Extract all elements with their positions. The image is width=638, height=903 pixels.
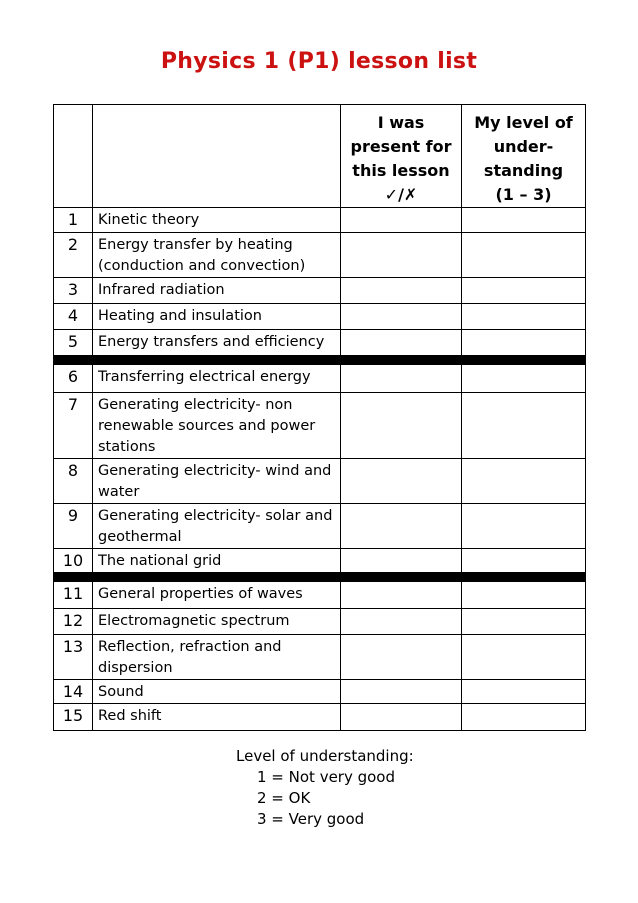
present-checkbox-cell[interactable] [341, 393, 462, 459]
present-checkbox-cell[interactable] [341, 208, 462, 233]
lesson-topic: Red shift [93, 704, 341, 731]
present-checkbox-cell[interactable] [341, 582, 462, 609]
section-divider [54, 356, 586, 365]
legend-item: 3 = Very good [257, 810, 365, 828]
level-input-cell[interactable] [462, 304, 586, 330]
present-checkbox-cell[interactable] [341, 278, 462, 304]
lesson-topic: Generating electricity- wind and water [93, 459, 341, 504]
lesson-number: 3 [54, 278, 93, 304]
level-input-cell[interactable] [462, 680, 586, 704]
lesson-number: 11 [54, 582, 93, 609]
lesson-number: 12 [54, 609, 93, 635]
topic-column-header [93, 105, 341, 208]
lesson-number: 4 [54, 304, 93, 330]
lesson-row [54, 278, 586, 304]
lesson-row [54, 582, 586, 609]
understanding-legend [236, 746, 414, 830]
lesson-topic: Energy transfers and efficiency [93, 330, 341, 356]
present-checkbox-cell[interactable] [341, 304, 462, 330]
level-input-cell[interactable] [462, 330, 586, 356]
level-header-line: standing [483, 161, 564, 180]
lesson-row [54, 304, 586, 330]
level-input-cell[interactable] [462, 208, 586, 233]
lesson-number: 15 [54, 704, 93, 731]
lesson-topic: Generating electricity- non renewable sources and power stations [93, 393, 341, 459]
section-divider [54, 573, 586, 582]
lesson-topic: Reflection, refraction and dispersion [93, 635, 341, 680]
lesson-number: 10 [54, 549, 93, 573]
level-input-cell[interactable] [462, 582, 586, 609]
legend-item: 2 = OK [257, 789, 311, 807]
lesson-row [54, 704, 586, 731]
present-checkbox-cell[interactable] [341, 459, 462, 504]
level-header-line: under- [493, 137, 554, 156]
lesson-number: 8 [54, 459, 93, 504]
lesson-number: 9 [54, 504, 93, 549]
lesson-number: 1 [54, 208, 93, 233]
present-checkbox-cell[interactable] [341, 635, 462, 680]
present-checkbox-cell[interactable] [341, 549, 462, 573]
level-input-cell[interactable] [462, 278, 586, 304]
present-checkbox-cell[interactable] [341, 504, 462, 549]
legend-heading: Level of understanding: [236, 747, 414, 765]
level-input-cell[interactable] [462, 609, 586, 635]
lesson-row [54, 330, 586, 356]
lesson-number: 6 [54, 365, 93, 393]
lesson-row [54, 208, 586, 233]
present-checkbox-cell[interactable] [341, 680, 462, 704]
lesson-number: 14 [54, 680, 93, 704]
level-input-cell[interactable] [462, 365, 586, 393]
lesson-topic: Transferring electrical energy [93, 365, 341, 393]
present-checkbox-cell[interactable] [341, 330, 462, 356]
lesson-row [54, 459, 586, 504]
lesson-row [54, 233, 586, 278]
level-input-cell[interactable] [462, 704, 586, 731]
lesson-number: 13 [54, 635, 93, 680]
legend-item: 1 = Not very good [257, 768, 396, 786]
lesson-number: 2 [54, 233, 93, 278]
lesson-topic: Electromagnetic spectrum [93, 609, 341, 635]
lesson-topic: Generating electricity- solar and geothermal [93, 504, 341, 549]
lesson-table [53, 104, 586, 731]
lesson-row [54, 393, 586, 459]
present-column-header [341, 105, 462, 208]
present-header-line: this lesson [352, 161, 450, 180]
lesson-topic: The national grid [93, 549, 341, 573]
level-input-cell[interactable] [462, 635, 586, 680]
present-checkbox-cell[interactable] [341, 233, 462, 278]
lesson-row [54, 635, 586, 680]
level-input-cell[interactable] [462, 393, 586, 459]
level-input-cell[interactable] [462, 549, 586, 573]
lesson-row [54, 680, 586, 704]
present-header-line: ✓/✗ [384, 185, 418, 204]
present-checkbox-cell[interactable] [341, 609, 462, 635]
lesson-row [54, 365, 586, 393]
present-checkbox-cell[interactable] [341, 365, 462, 393]
present-checkbox-cell[interactable] [341, 704, 462, 731]
lesson-number: 7 [54, 393, 93, 459]
lesson-topic: Heating and insulation [93, 304, 341, 330]
header-row [54, 105, 586, 208]
page-title: Physics 1 (P1) lesson list [160, 49, 478, 74]
level-header-line: (1 – 3) [495, 185, 552, 204]
lesson-topic: Energy transfer by heating (conduction and convection) [93, 233, 341, 278]
level-input-cell[interactable] [462, 504, 586, 549]
level-header-line: My level of [474, 113, 573, 132]
lesson-row [54, 549, 586, 573]
number-column-header [54, 105, 93, 208]
level-input-cell[interactable] [462, 459, 586, 504]
lesson-number: 5 [54, 330, 93, 356]
lesson-topic: Sound [93, 680, 341, 704]
lesson-row [54, 609, 586, 635]
lesson-topic: Kinetic theory [93, 208, 341, 233]
level-column-header [462, 105, 586, 208]
present-header-line: present for [350, 137, 452, 156]
lesson-topic: General properties of waves [93, 582, 341, 609]
lesson-row [54, 504, 586, 549]
level-input-cell[interactable] [462, 233, 586, 278]
lesson-topic: Infrared radiation [93, 278, 341, 304]
present-header-line: I was [377, 113, 425, 132]
